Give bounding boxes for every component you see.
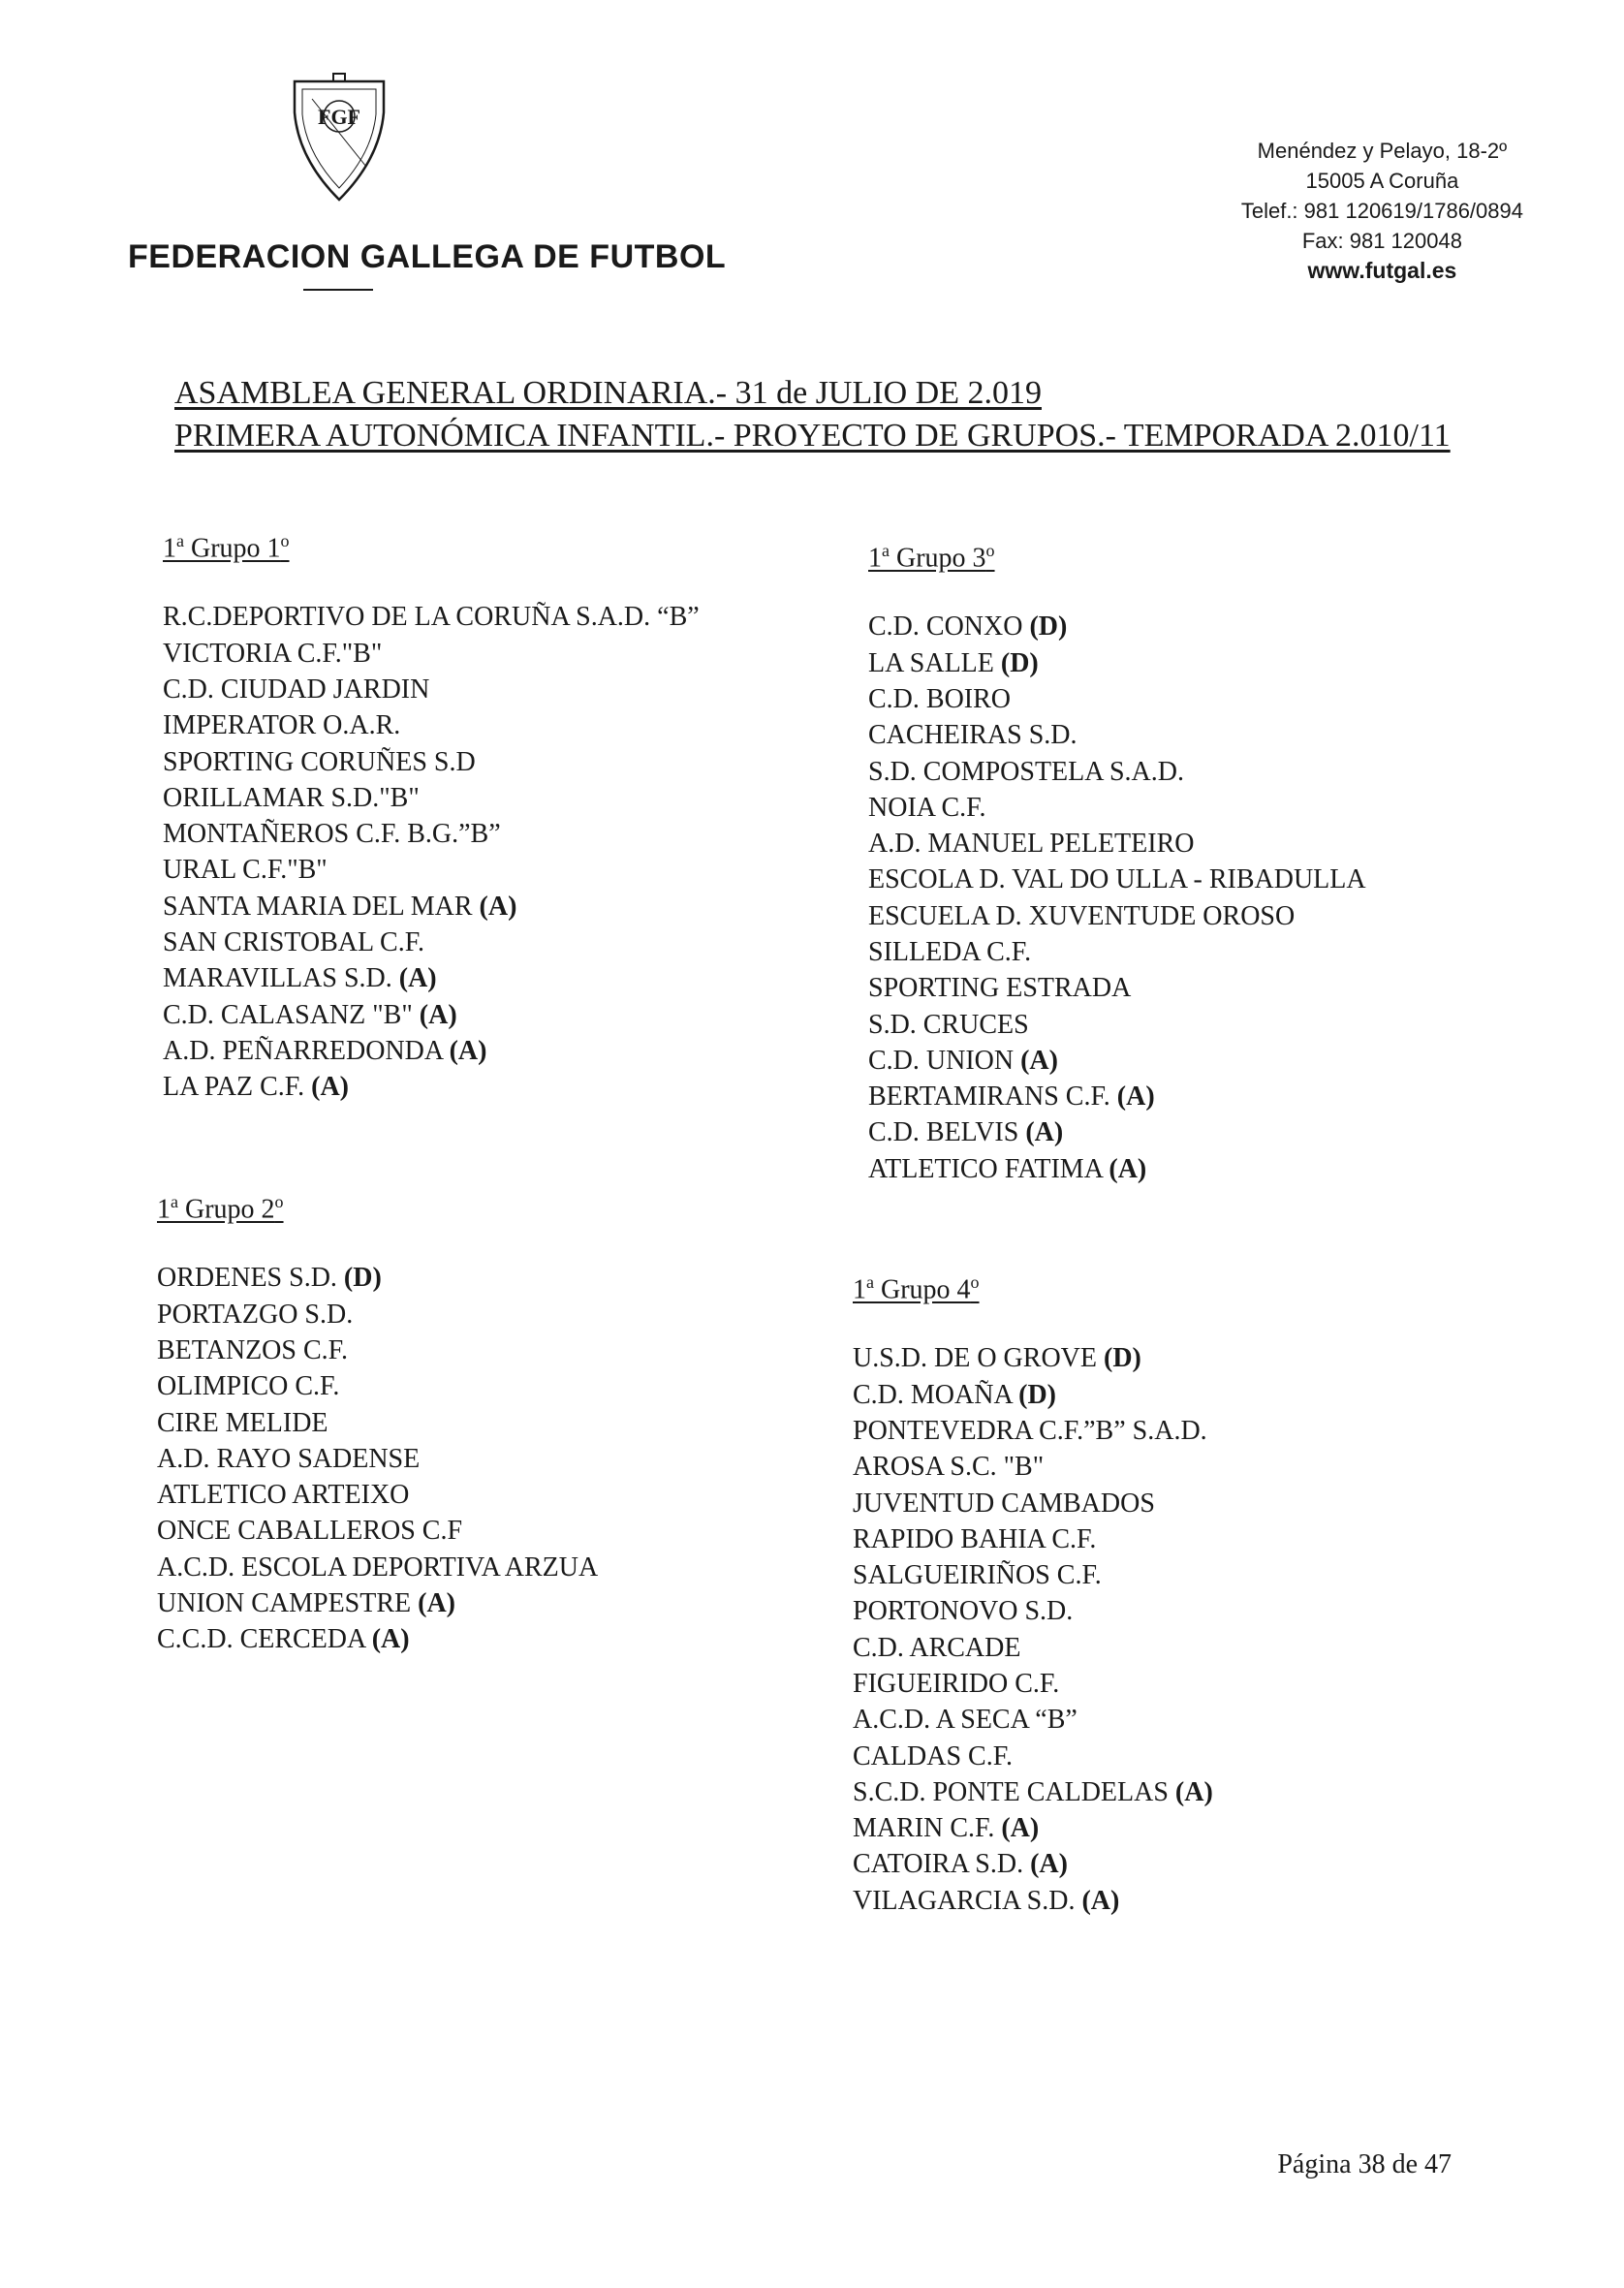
team-name: S.D. CRUCES [868,1009,1029,1040]
team-name: C.D. CALASANZ "B" [163,999,413,1030]
federation-logo [291,70,388,207]
title-assembly: ASAMBLEA GENERAL ORDINARIA.- 31 de JULIO DE 2.019 [174,375,1042,411]
team-name: BETANZOS C.F. [157,1334,348,1365]
heading-number: 1 [868,543,882,574]
heading-ordinal-2: o [274,1192,284,1211]
team-list-item [868,609,1366,644]
team-list-item [868,645,1366,681]
address-fax: Fax: 981 120048 [1301,229,1462,253]
team-list-item [163,599,700,635]
team-list-item [853,1557,1213,1593]
heading-ordinal-2: o [970,1272,980,1292]
team-list-item [853,1666,1213,1702]
team-name: CALDAS C.F. [853,1740,1014,1771]
team-list-item [157,1550,598,1585]
team-list-item [853,1521,1213,1557]
group-heading [853,1272,1213,1305]
team-list-item [163,925,700,960]
team-status-tag: (A) [1174,1776,1213,1807]
team-status-tag: (A) [418,1588,456,1618]
team-status-tag: (D) [1029,611,1068,643]
team-list-item [853,1630,1213,1666]
team-name: PORTAZGO S.D. [157,1299,354,1330]
group-4 [853,1272,1213,1919]
team-list-item [157,1405,598,1441]
team-name: C.D. CIUDAD JARDIN [163,674,430,705]
team-list-item [853,1449,1213,1485]
team-list-item [868,1151,1366,1187]
team-name: ONCE CABALLEROS C.F [157,1516,463,1547]
team-name: SALGUEIRIÑOS C.F. [853,1560,1102,1591]
team-list-item [868,717,1366,753]
team-list-item [157,1297,598,1332]
team-list-item [157,1332,598,1368]
heading-number: 1 [157,1194,171,1225]
heading-ordinal: a [176,531,184,550]
group-3 [868,541,1366,1187]
address-block [1241,136,1523,286]
team-status-tag: (D) [1104,1343,1141,1374]
page-number: Página 38 de 47 [1277,2149,1452,2179]
team-list-item [853,1340,1213,1376]
team-name: S.C.D. PONTE CALDELAS [853,1776,1169,1807]
team-name: ORDENES S.D. [157,1263,337,1294]
team-name: A.D. PEÑARREDONDA [163,1035,443,1066]
team-status-tag: (A) [1109,1153,1147,1184]
address-phone: Telef.: 981 120619/1786/0894 [1240,199,1523,223]
team-name: VICTORIA C.F."B" [163,638,383,669]
org-name: FEDERACION GALLEGA DE FUTBOL [128,238,727,275]
heading-ordinal: a [866,1272,874,1292]
team-name: SAN CRISTOBAL C.F. [163,927,425,957]
team-name: A.C.D. A SECA “B” [853,1705,1077,1736]
group-2 [157,1192,598,1658]
team-name: ORILLAMAR S.D."B" [163,782,420,813]
team-name: ESCOLA D. VAL DO ULLA - RIBADULLA [868,864,1366,895]
heading-label: Grupo 1 [184,533,281,564]
team-name: C.D. BOIRO [868,683,1012,714]
team-name: ATLETICO FATIMA [868,1153,1103,1184]
team-status-tag: (D) [1000,647,1039,678]
team-list-item [868,1007,1366,1043]
team-name: FIGUEIRIDO C.F. [853,1669,1060,1699]
group-1 [163,531,700,1105]
team-name: SANTA MARIA DEL MAR [163,891,473,922]
team-name: MARIN C.F. [853,1813,995,1844]
team-status-tag: (A) [449,1035,487,1066]
team-list-item [157,1477,598,1513]
team-name: U.S.D. DE O GROVE [853,1343,1097,1374]
team-list-item [163,636,700,672]
team-name: BERTAMIRANS C.F. [868,1081,1110,1113]
team-list-item [868,970,1366,1006]
group-heading [868,541,1366,574]
heading-label: Grupo 3 [890,543,986,574]
team-status-tag: (A) [398,963,437,994]
team-list-item [163,672,700,707]
team-list-item [157,1621,598,1657]
team-name: LA PAZ C.F. [163,1072,305,1103]
team-list-item [868,790,1366,826]
team-name: C.C.D. CERCEDA [157,1624,365,1655]
team-name: NOIA C.F. [868,792,986,823]
team-name: RAPIDO BAHIA C.F. [853,1523,1097,1554]
team-list-item [853,1702,1213,1738]
team-name: CACHEIRAS S.D. [868,720,1077,751]
team-name: ATLETICO ARTEIXO [157,1480,410,1511]
team-name: MARAVILLAS S.D. [163,963,392,994]
team-name: CIRE MELIDE [157,1407,328,1438]
team-list-item [157,1441,598,1477]
heading-ordinal: a [171,1192,178,1211]
website-link[interactable]: www.futgal.es [1307,258,1457,283]
team-list-item [163,960,700,996]
heading-number: 1 [163,533,176,564]
team-name: URAL C.F."B" [163,855,328,886]
team-list-item [163,889,700,925]
team-name: VILAGARCIA S.D. [853,1885,1076,1916]
team-list-item [853,1413,1213,1449]
team-list-item [853,1377,1213,1413]
team-name: A.D. RAYO SADENSE [157,1443,421,1474]
team-list-item [868,681,1366,717]
group-heading [163,531,700,564]
team-list-item [163,816,700,852]
team-list-item [868,754,1366,790]
team-list-item [157,1585,598,1621]
team-list-item [868,898,1366,934]
team-name: SPORTING CORUÑES S.D [163,746,476,777]
team-name: UNION CAMPESTRE [157,1588,412,1618]
team-status-tag: (A) [1025,1117,1064,1148]
team-status-tag: (A) [1030,1849,1068,1880]
team-list-item [868,934,1366,970]
team-list-item [163,707,700,743]
group-heading [157,1192,598,1225]
team-name: C.D. ARCADE [853,1632,1021,1663]
team-name: MONTAÑEROS C.F. B.G.”B” [163,819,501,850]
team-list-item [163,780,700,816]
team-status-tag: (A) [419,999,457,1030]
team-status-tag: (A) [1020,1045,1058,1076]
team-name: SPORTING ESTRADA [868,973,1132,1004]
team-list-item [853,1883,1213,1919]
team-name: C.D. MOAÑA [853,1379,1013,1410]
heading-label: Grupo 4 [874,1274,971,1305]
team-list-item [868,1043,1366,1079]
org-underline-divider [303,289,373,291]
team-name: R.C.DEPORTIVO DE LA CORUÑA S.A.D. “B” [163,602,700,633]
heading-label: Grupo 2 [178,1194,275,1225]
address-city: 15005 A Coruña [1305,169,1459,193]
heading-ordinal-2: o [985,541,995,560]
team-name: IMPERATOR O.A.R. [163,710,401,741]
team-list-item [868,862,1366,897]
team-status-tag: (A) [1116,1081,1155,1113]
team-status-tag: (D) [1018,1379,1057,1410]
team-status-tag: (A) [479,891,517,922]
team-list-item [868,1114,1366,1150]
team-status-tag: (A) [311,1072,349,1103]
team-name: C.D. UNION [868,1045,1015,1076]
team-list-item [853,1810,1213,1846]
document-title [174,372,1451,457]
team-status-tag: (A) [371,1624,410,1655]
team-list-item [157,1513,598,1549]
team-list-item [163,852,700,888]
team-name: A.D. MANUEL PELETEIRO [868,829,1195,860]
team-list-item [853,1593,1213,1629]
team-list-item [868,1079,1366,1114]
team-status-tag: (A) [1081,1885,1120,1916]
team-name: LA SALLE [868,647,994,678]
team-name: C.D. CONXO [868,611,1023,643]
team-name: PONTEVEDRA C.F.”B” S.A.D. [853,1415,1207,1446]
team-name: A.C.D. ESCOLA DEPORTIVA ARZUA [157,1551,599,1583]
heading-number: 1 [853,1274,866,1305]
team-list-item [853,1774,1213,1810]
team-list-item [853,1739,1213,1774]
team-name: PORTONOVO S.D. [853,1596,1074,1627]
team-list-item [163,1033,700,1069]
heading-ordinal-2: o [280,531,290,550]
team-name: SILLEDA C.F. [868,937,1032,967]
team-list-item [853,1486,1213,1521]
team-list-item [157,1368,598,1404]
heading-ordinal: a [882,541,890,560]
team-name: JUVENTUD CAMBADOS [853,1488,1155,1519]
team-name: OLIMPICO C.F. [157,1371,340,1402]
team-name: S.D. COMPOSTELA S.A.D. [868,756,1184,787]
team-status-tag: (A) [1001,1813,1040,1844]
team-status-tag: (D) [343,1263,382,1294]
title-competition: PRIMERA AUTONÓMICA INFANTIL.- PROYECTO DE GRUPOS.- TEMPORADA 2.010/11 [174,418,1451,454]
team-name: ESCUELA D. XUVENTUDE OROSO [868,900,1296,931]
team-list-item [157,1260,598,1296]
team-list-item [163,997,700,1033]
team-name: C.D. BELVIS [868,1117,1019,1148]
address-street: Menéndez y Pelayo, 18-2º [1257,139,1508,163]
team-list-item [163,744,700,780]
team-name: CATOIRA S.D. [853,1849,1024,1880]
team-list-item [853,1846,1213,1882]
team-list-item [868,826,1366,862]
team-name: AROSA S.C. "B" [853,1452,1045,1483]
logo-monogram: FGF [318,105,360,129]
team-list-item [163,1069,700,1105]
